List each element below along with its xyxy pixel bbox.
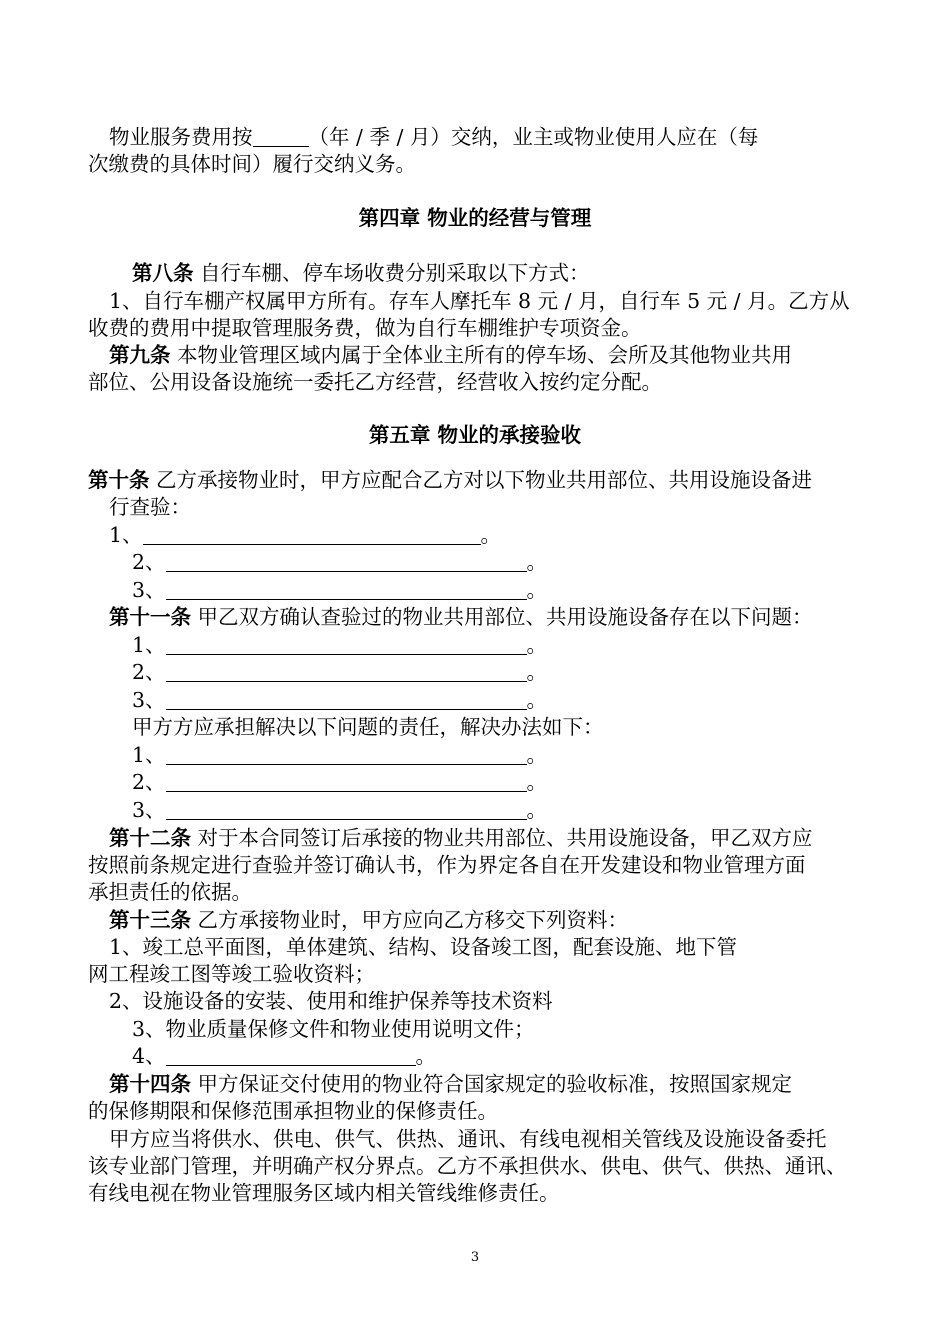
article-10-item-3 <box>132 577 547 603</box>
article-11-heading: 第十一条 <box>109 605 191 629</box>
article-11-item-1 <box>132 632 547 658</box>
article-11-sub-blank-3[interactable] <box>166 799 527 820</box>
article-9-text: 本物业管理区域内属于全体业主所有的停车场、会所及其他物业共用 <box>170 343 793 367</box>
article-10 <box>88 467 812 493</box>
article-12-text: 对于本合同签订后承接的物业共用部位、共用设施设备，甲乙双方应 <box>191 826 813 850</box>
article-13-item-1-cont: 网工程竣工图等竣工验收资料； <box>88 962 375 986</box>
article-11-sub: 甲方方应承担解决以下问题的责任，解决办法如下： <box>132 715 604 739</box>
article-11 <box>109 604 813 630</box>
article-10-blank-2[interactable] <box>166 551 527 572</box>
item-number: 1、 <box>109 523 143 547</box>
article-12-cont-1: 按照前条规定进行查验并签订确认书，作为界定各自在开发建设和物业管理方面 <box>88 853 806 877</box>
fee-text: （年 / 季 / 月）交纳，业主或物业使用人应在（每 <box>308 125 759 149</box>
article-9-heading: 第九条 <box>109 343 171 367</box>
article-14-cont: 的保修期限和保修范围承担物业的保修责任。 <box>88 1099 498 1123</box>
article-10-text: 乙方承接物业时，甲方应配合乙方对以下物业共用部位、共用设施设备进 <box>149 468 813 492</box>
item-end: 。 <box>480 523 502 547</box>
article-13-blank-4[interactable] <box>166 1045 416 1066</box>
article-9-cont: 部位、公用设备设施统一委托乙方经营，经营收入按约定分配。 <box>88 370 662 394</box>
article-13-item-1: 1、竣工总平面图，单体建筑、结构、设备竣工图，配套设施、地下管 <box>109 935 738 959</box>
article-8-text: 自行车棚、停车场收费分别采取以下方式： <box>193 261 590 285</box>
article-10-blank-1[interactable] <box>143 524 481 545</box>
article-12-heading: 第十二条 <box>109 826 191 850</box>
fee-line-1 <box>109 124 758 150</box>
article-10-heading: 第十条 <box>88 468 150 492</box>
article-12-cont-2: 承担责任的依据。 <box>88 880 252 904</box>
item-end: 。 <box>526 578 548 602</box>
item-number: 4、 <box>132 1044 166 1068</box>
fee-line-2: 次缴费的具体时间）履行交纳义务。 <box>88 152 416 176</box>
item-end: 。 <box>526 743 548 767</box>
article-10-blank-3[interactable] <box>166 579 527 600</box>
article-10-item-1 <box>109 522 501 548</box>
article-8 <box>132 260 590 286</box>
item-end: 。 <box>526 550 548 574</box>
item-end: 。 <box>526 770 548 794</box>
article-13-heading: 第十三条 <box>109 908 191 932</box>
article-14-text: 甲方保证交付使用的物业符合国家规定的验收标准，按照国家规定 <box>191 1072 793 1096</box>
item-end: 。 <box>526 660 548 684</box>
item-number: 2、 <box>132 550 166 574</box>
article-9 <box>109 342 792 368</box>
article-14-para-2-cont-2: 有线电视在物业管理服务区域内相关管线维修责任。 <box>88 1181 560 1205</box>
article-11-sub-item-2 <box>132 769 547 795</box>
item-end: 。 <box>526 688 548 712</box>
article-13-item-2: 2、设施设备的安装、使用和维护保养等技术资料 <box>109 989 553 1013</box>
article-11-blank-1[interactable] <box>166 634 527 655</box>
item-number: 1、 <box>132 743 166 767</box>
article-8-item-1: 1、自行车棚产权属甲方所有。存车人摩托车 8 元 / 月，自行车 5 元 / 月。乙方从 <box>109 289 850 313</box>
item-end: 。 <box>526 633 548 657</box>
item-number: 3、 <box>132 798 166 822</box>
page-number: 3 <box>470 1250 480 1265</box>
article-11-sub-blank-1[interactable] <box>166 744 527 765</box>
article-14-heading: 第十四条 <box>109 1072 191 1096</box>
article-14-para-2: 甲方应当将供水、供电、供气、供热、通讯、有线电视相关管线及设施设备委托 <box>109 1127 827 1151</box>
article-8-heading: 第八条 <box>132 261 194 285</box>
article-13 <box>109 907 628 933</box>
item-number: 3、 <box>132 578 166 602</box>
article-11-item-2 <box>132 659 547 685</box>
article-10-cont: 行查验： <box>109 495 191 519</box>
article-10-item-2 <box>132 549 547 575</box>
item-end: 。 <box>526 798 548 822</box>
item-number: 3、 <box>132 688 166 712</box>
item-number: 2、 <box>132 770 166 794</box>
item-number: 2、 <box>132 660 166 684</box>
fee-text: 物业服务费用按 <box>109 125 253 149</box>
article-13-item-3: 3、物业质量保修文件和物业使用说明文件； <box>132 1017 535 1041</box>
article-11-text: 甲乙双方确认查验过的物业共用部位、共用设施设备存在以下问题： <box>191 605 813 629</box>
chapter-4-title: 第四章 物业的经营与管理 <box>358 206 592 230</box>
article-8-item-1-cont: 收费的费用中提取管理服务费，做为自行车棚维护专项资金。 <box>88 316 642 340</box>
article-12 <box>109 825 813 851</box>
article-14-para-2-cont-1: 该专业部门管理，并明确产权分界点。乙方不承担供水、供电、供气、供热、通讯、 <box>88 1154 847 1178</box>
article-11-sub-item-1 <box>132 742 547 768</box>
item-number: 1、 <box>132 633 166 657</box>
article-13-item-4 <box>132 1043 436 1069</box>
article-11-sub-item-3 <box>132 797 547 823</box>
item-end: 。 <box>415 1044 437 1068</box>
article-11-blank-3[interactable] <box>166 689 527 710</box>
chapter-5-title: 第五章 物业的承接验收 <box>368 423 582 447</box>
article-13-text: 乙方承接物业时，甲方应向乙方移交下列资料： <box>191 908 629 932</box>
fee-period-blank[interactable] <box>253 126 309 147</box>
article-14 <box>109 1071 792 1097</box>
article-11-item-3 <box>132 687 547 713</box>
article-11-sub-blank-2[interactable] <box>166 771 527 792</box>
article-11-blank-2[interactable] <box>166 661 527 682</box>
